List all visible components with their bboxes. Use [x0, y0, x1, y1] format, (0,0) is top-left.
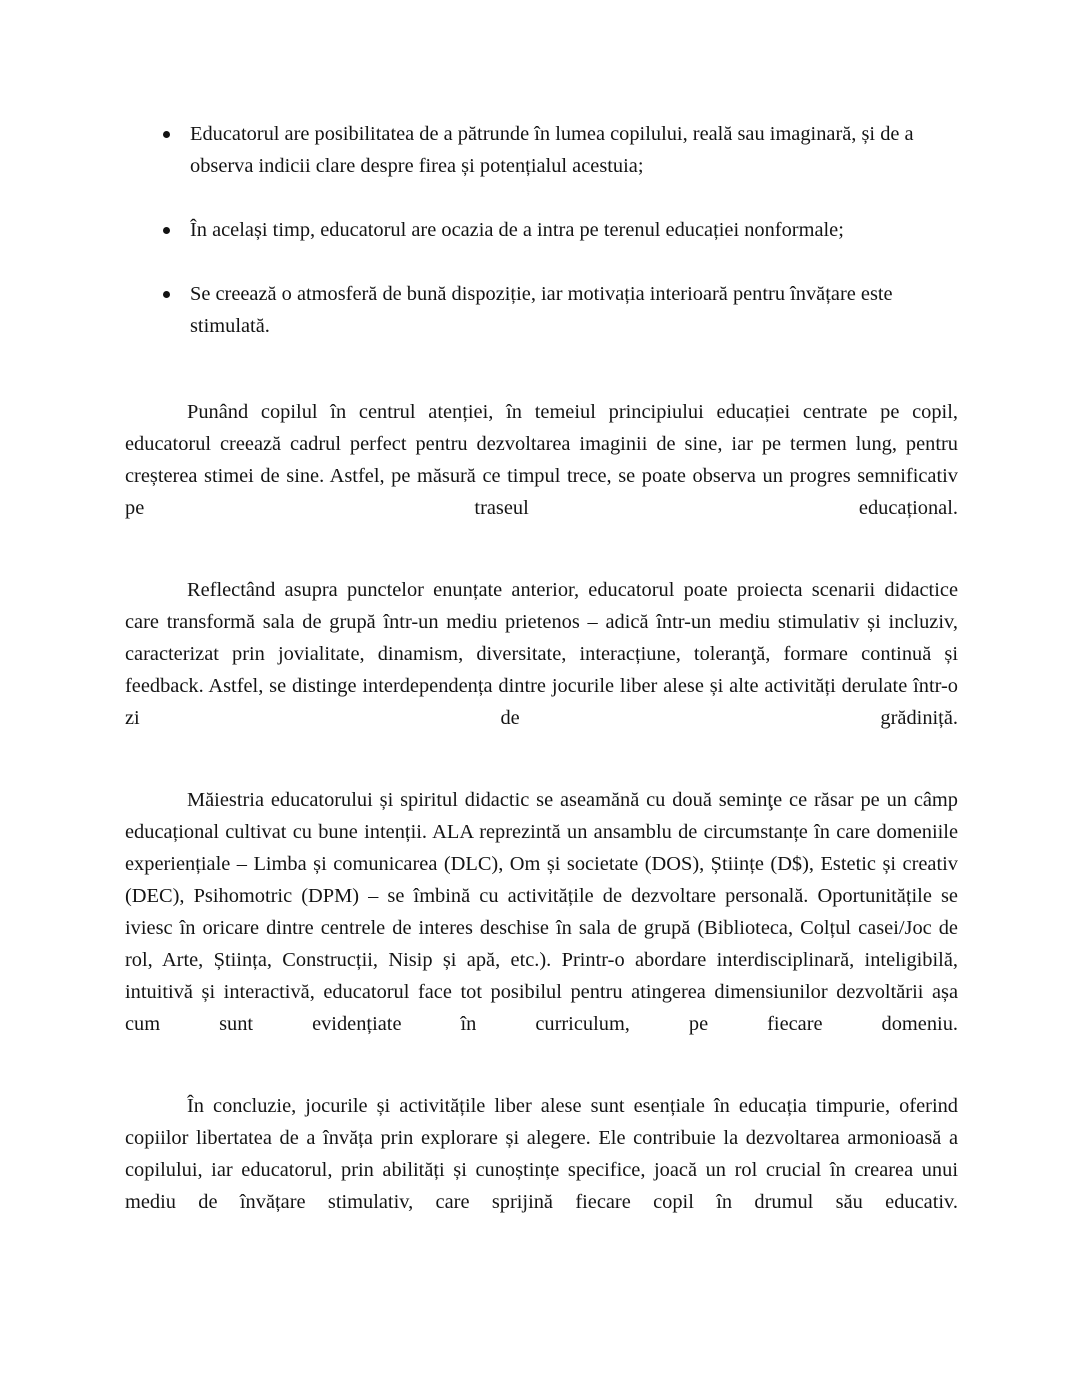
disc-bullet-icon [163, 227, 170, 234]
document-content [125, 118, 958, 1250]
disc-bullet-icon [163, 291, 170, 298]
list-item-text: Educatorul are posibilitatea de a pătrunde în lumea copilului, reală sau imaginară, și de a observa indicii clare despre firea și potențialul acestuia; [190, 123, 914, 177]
body-paragraph: Punând copilul în centrul atenției, în temeiul principiului educației centrate pe copil, educatorul creează cadrul perfect pentru dezvoltarea imaginii de sine, iar pe termen lung, pentru creșterea stimei de sine. Astfel, pe măsură ce timpul trece, se poate observa un progres semnificativ pe traseul educațional. [125, 401, 958, 519]
list-item [125, 214, 958, 278]
list-item [125, 118, 958, 214]
list-item [125, 278, 958, 374]
list-item-text: În același timp, educatorul are ocazia de a intra pe terenul educației nonformale; [190, 219, 844, 241]
body-paragraph: Reflectând asupra punctelor enunțate anterior, educatorul poate proiecta scenarii didactice care transformă sala de grupă într-un mediu prietenos – adică într-un mediu stimulativ și incluziv, caracterizat prin jovialitate, dinamism, diversitate, interacțiune, toleranţă, formare continuă și feedback. Astfel, se distinge interdependența dintre jocurile liber alese și alte activități derulate într-o zi de grădiniță. [125, 579, 958, 729]
disc-bullet-icon [163, 131, 170, 138]
list-item-text: Se creează o atmosferă de bună dispoziție, iar motivația interioară pentru învățare este stimulată. [190, 283, 893, 337]
body-paragraph: Măiestria educatorului și spiritul didactic se aseamănă cu două seminţe ce răsar pe un câmp educațional cultivat cu bune intenții. ALA reprezintă un ansamblu de circumstanțe în care domeniile experiențiale – Limba și comunicarea (DLC), Om și societate (DOS), Științe (D$), Estetic și creativ (DEC), Psihomotric (DPM) – se îmbină cu activitățile de dezvoltare personală. Oportunitățile se iviesc în oricare dintre centrele de interes deschise în sala de grupă (Biblioteca, Colțul casei/Joc de rol, Arte, Știința, Construcții, Nisip și apă, etc.). Printr-o abordare interdisciplinară, inteligibilă, intuitivă și interactivă, educatorul face tot posibilul pentru atingerea dimensiunilor dezvoltării așa cum sunt evidențiate în curriculum, pe fiecare domeniu. [125, 789, 958, 1035]
bullet-list [125, 118, 958, 374]
body-paragraph: În concluzie, jocurile și activitățile liber alese sunt esențiale în educația timpurie, oferind copiilor libertatea de a învăța prin explorare și alegere. Ele contribuie la dezvoltarea armonioasă a copilului, iar educatorul, prin abilități și cunoștințe specifice, joacă un rol crucial în crearea unui mediu de învățare stimulativ, care sprijină fiecare copil în drumul său educativ. [125, 1095, 958, 1213]
